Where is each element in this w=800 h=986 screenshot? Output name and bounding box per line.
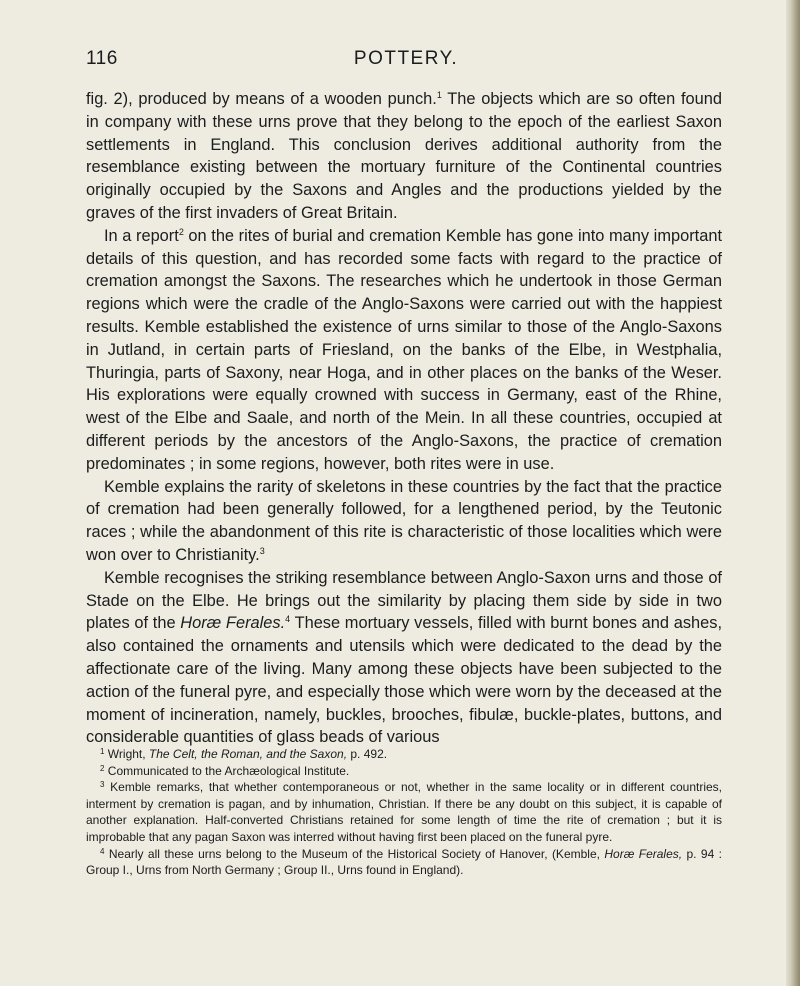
- footnote-mark: 3: [100, 780, 105, 790]
- footnotes: [86, 746, 722, 879]
- footnote-ref: 4: [285, 614, 291, 625]
- footnote: $^3$ Kemble remarks, that whether contemporaneous or not, whether in the same locality or in different countries, interment by cremation is pagan, and by inhumation, Christian. If there be any doubt on this subject, it is capable of another explanation. Half-converted Christians retained for some length of time the rite of cremation ; but it is improbable that any pagan Saxon was interred without having first been placed on the funeral pyre.: [86, 780, 722, 844]
- footnote: $^4$ Nearly all these urns belong to the Museum of the Historical Society of Hanover, (Kemble, Horæ Ferales, p. 94 : Group I., Urns from North Germany ; Group II., Urns found in England).: [86, 846, 722, 878]
- page-header: [86, 48, 726, 76]
- footnote-ref: 1: [436, 90, 442, 100]
- footnote-ref: 3: [259, 545, 265, 556]
- running-title: POTTERY.: [353, 48, 459, 69]
- page-number: 116: [86, 48, 118, 69]
- footnote: $^2$ Communicated to the Archæological Institute.: [100, 763, 350, 778]
- footnote: $^1$ Wright, The Celt, the Roman, and the Saxon, p. 492.: [100, 747, 388, 761]
- paragraph: Kemble explains the rarity of skeletons in these countries by the fact that the practice of cremation had been generally followed, for a lengthened period, by the Teutonic races ; while the abandonment of this rite is characteristic of those localities which were won over to Christianity.$^3$: [86, 477, 722, 564]
- paragraph: In a report$^2$ on the rites of burial and cremation Kemble has gone into many important details of this question, and has recorded some facts with regard to the practice of cremation amongst the Saxons. The researches which he undertook in those German regions which were the cradle of the Anglo-Saxons were carried out with the happiest results. Kemble established the existence of urns similar to those of the Anglo-Saxons in Jutland, in certain parts of Friesland, on the banks of the Elbe, in Westphalia, Thuringia, parts of Saxony, near Hoga, and in other places on the banks of the Weser. His explorations were equally crowned with success in Germany, east of the Rhine, west of the Elbe and Saale, and north of the Mein. In all these countries, occupied at different periods by the ancestors of the Anglo-Saxons, the practice of cremation predominates ; in some regions, however, both rites were in use.: [86, 226, 722, 473]
- footnote-mark: 1: [100, 747, 105, 756]
- body-text: [86, 88, 722, 749]
- footnote-mark: 4: [100, 846, 105, 856]
- italic-title: Horæ Ferales.: [180, 614, 286, 633]
- footnote-mark: 2: [100, 763, 105, 773]
- page-edge-shadow: [786, 0, 800, 986]
- paragraph: fig. 2), produced by means of a wooden punch.$^1$ The objects which are so often found in company with these urns prove that they belong to the epoch of the earliest Saxon settlements in England. This conclusion derives additional authority from the resemblance existing between the mortuary furniture of the Continental countries originally occupied by the Saxons and Angles and the productions yielded by the graves of the first invaders of Great Britain.: [86, 90, 722, 222]
- paragraph: Kemble recognises the striking resemblance between Anglo-Saxon urns and those of Stade on the Elbe. He brings out the similarity by placing them side by side in two plates of the Horæ Ferales.$^4$ These mortuary vessels, filled with burnt bones and ashes, also contained the ornaments and utensils which were dedicated to the dead by the affectionate care of the living. Many among these objects have been subjected to the action of the funeral pyre, and especially those which were worn by the deceased at the moment of incineration, namely, buckles, brooches, fibulæ, buckle-plates, buttons, and considerable quantities of glass beads of various: [86, 568, 723, 747]
- footnote-ref: 2: [178, 226, 184, 237]
